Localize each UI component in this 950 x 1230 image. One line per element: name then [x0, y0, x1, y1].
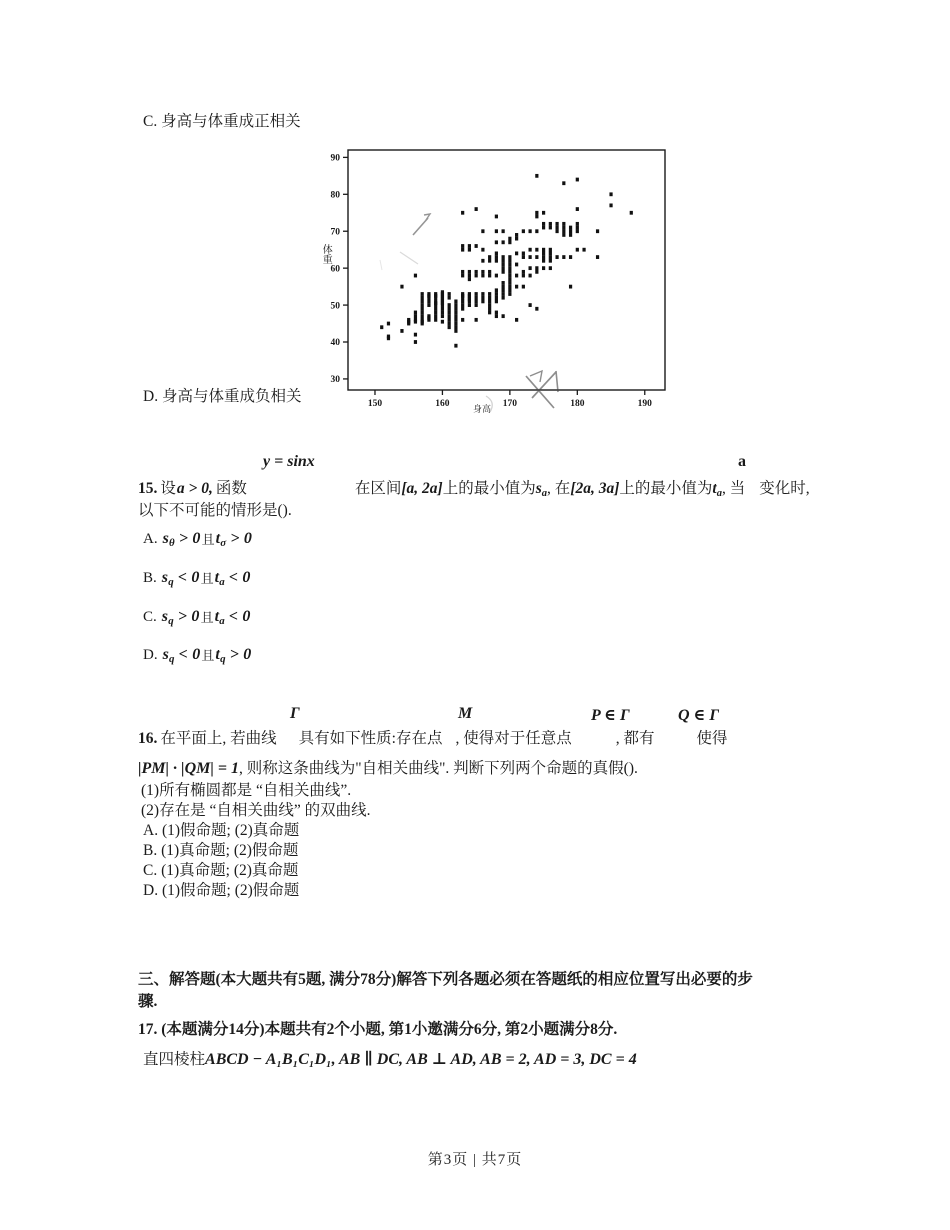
q15-option-d[interactable] [143, 645, 251, 665]
q15-option-d-right-var: t [215, 646, 221, 663]
q16-equation: |PM| · |QM| = 1 [138, 760, 239, 777]
question-17-body [143, 1048, 637, 1073]
q15-option-a-right-var: t [215, 530, 221, 547]
scatter-chart-svg [318, 140, 678, 420]
q15-function-expression: y = sinx [263, 453, 315, 470]
q15-option-b-right-rel: < 0 [228, 569, 251, 586]
q15-option-a-right [215, 530, 227, 550]
scatter-chart [318, 140, 678, 420]
q15-option-b-left-var: s [161, 569, 169, 586]
y-axis-label-text: 体重 [320, 244, 332, 264]
q16-after-m: , 使得对于任意点 [455, 730, 572, 747]
q15-option-b-left [157, 569, 174, 589]
svg-text:50: 50 [330, 301, 340, 312]
svg-text:90: 90 [330, 153, 340, 164]
q16-option-b[interactable]: B. (1)真命题; (2)假命题 [143, 842, 299, 859]
q15-option-b-right [214, 569, 225, 589]
q15-option-a-left-var: s [162, 530, 170, 547]
q16-tail: 使得 [696, 730, 728, 747]
q15-interval-2: [2a, 3a] [570, 480, 620, 497]
q15-option-c-left-rel: > 0 [177, 608, 200, 625]
q16-option-a[interactable]: A. (1)假命题; (2)真命题 [143, 822, 300, 839]
q15-option-a-left [158, 530, 175, 550]
svg-text:40: 40 [330, 338, 340, 349]
svg-text:190: 190 [637, 399, 652, 409]
q16-proposition-2: (2)存在是 “自相关曲线” 的双曲线. [141, 802, 371, 819]
q16-proposition-1: (1)所有椭圆都是 “自相关曲线”. [141, 782, 352, 799]
q15-s-a-sub: a [541, 487, 548, 499]
q15-on-interval: 在区间 [354, 480, 402, 497]
q16-option-d[interactable]: D. (1)假命题; (2)假命题 [143, 882, 300, 899]
q15-min-is-1: 上的最小值为 [442, 480, 536, 497]
svg-text:160: 160 [435, 399, 450, 409]
q15-func-word: 函数 [215, 480, 247, 497]
q15-option-d-left-sub: q [169, 653, 175, 666]
q15-option-c-right-var: t [214, 608, 220, 625]
q16-p-in-gamma-top: P ∈ Γ [591, 707, 630, 724]
q15-s-a [536, 480, 547, 497]
q16-number: 16. [138, 730, 158, 747]
q16-lead: 在平面上, 若曲线 [160, 730, 277, 747]
q16-q-in-gamma-top: Q ∈ Γ [678, 707, 720, 724]
q15-option-c-left [157, 608, 174, 628]
q16-mid: , 都有 [615, 730, 655, 747]
q15-option-c-left-var: s [161, 608, 169, 625]
section-three-heading-line1: 三、解答题(本大题共有5题, 满分78分)解答下列各题必须在答题纸的相应位置写出必要的步 [138, 971, 753, 988]
q17-body-math: ABCD − A₁B₁C₁D₁, AB ∥ DC, AB ⊥ AD, AB = 2, AD = 3, DC = 4 [205, 1051, 637, 1068]
q15-option-c[interactable] [143, 607, 251, 627]
q15-option-b-right-var: t [214, 569, 220, 586]
q16-gamma-top: Γ [290, 705, 300, 722]
q15-option-b-letter: B. [143, 570, 157, 586]
q15-option-d-left-var: s [162, 646, 170, 663]
q15-option-a-left-rel: > 0 [178, 530, 201, 547]
question-17-heading: 17. (本题满分14分)本题共有2个小题, 第1小邀满分6分, 第2小题满分8分. [138, 1021, 618, 1038]
x-axis-label: 身高 [473, 404, 492, 414]
q15-a-gt-0: a > 0, [176, 480, 213, 497]
svg-text:170: 170 [502, 399, 517, 409]
q15-option-a-right-sub: σ [220, 537, 227, 550]
q15-min-is-2: 上的最小值为 [619, 480, 713, 497]
q15-option-a[interactable] [143, 529, 252, 549]
q15-option-a-left-sub: θ [169, 537, 175, 550]
q15-set-word: 设 [160, 480, 176, 497]
q15-option-a-right-rel: > 0 [230, 530, 253, 547]
svg-text:80: 80 [330, 190, 340, 201]
q15-option-c-letter: C. [143, 609, 157, 625]
q15-option-d-conj: 且 [201, 648, 215, 663]
q15-option-b-left-sub: q [168, 576, 174, 589]
q15-option-b-conj: 且 [200, 571, 214, 586]
choice-c-positive-correlation: C. 身高与体重成正相关 [143, 113, 301, 130]
q15-option-b-right-sub: a [219, 576, 225, 589]
q15-option-d-right [215, 646, 226, 666]
q15-option-b[interactable] [143, 568, 251, 588]
q15-option-a-conj: 且 [201, 532, 215, 547]
q15-option-d-letter: D. [143, 647, 158, 663]
q15-option-c-conj: 且 [200, 610, 214, 625]
y-axis-ticks [331, 154, 349, 386]
q15-interval-1: [a, 2a] [401, 480, 443, 497]
q15-option-d-right-sub: q [220, 653, 226, 666]
svg-text:30: 30 [330, 375, 340, 386]
q15-option-c-left-sub: q [168, 615, 174, 628]
q15-option-c-right [214, 608, 225, 628]
q15-variable-a-top: a [738, 453, 746, 470]
q16-point-m-top: M [458, 705, 473, 722]
q15-option-d-left [158, 646, 175, 666]
q16-property: 具有如下性质:存在点 [298, 730, 443, 747]
q16-option-c[interactable]: C. (1)真命题; (2)真命题 [143, 862, 299, 879]
q16-then: , 则称这条曲线为"自相关曲线". 判断下列两个命题的真假(). [239, 760, 638, 777]
q15-s-a-var: s [535, 480, 542, 497]
page-footer: 第3页 | 共7页 [427, 1152, 523, 1168]
q15-changes: 变化时, [759, 480, 810, 497]
q17-body-cn: 直四棱柱 [143, 1051, 206, 1068]
svg-text:70: 70 [330, 227, 340, 238]
q15-comma-at: , 在 [547, 480, 571, 497]
question-15 [138, 453, 838, 519]
choice-d-negative-correlation: D. 身高与体重成负相关 [143, 388, 302, 405]
plot-frame [348, 150, 665, 390]
svg-text:150: 150 [367, 399, 383, 409]
svg-text:180: 180 [570, 399, 585, 409]
q15-option-a-letter: A. [143, 531, 158, 547]
q15-option-c-right-rel: < 0 [228, 608, 251, 625]
q15-number: 15. [138, 480, 158, 497]
q15-line2: 以下不可能的情形是(). [138, 502, 292, 519]
q15-t-a [712, 480, 722, 497]
q15-t-a-var: t [712, 480, 717, 497]
svg-text:60: 60 [330, 264, 340, 275]
y-axis-label [318, 244, 332, 268]
q15-option-d-right-rel: > 0 [229, 646, 252, 663]
x-axis-ticks [368, 390, 652, 409]
q15-option-d-left-rel: < 0 [178, 646, 201, 663]
q15-t-a-sub: a [716, 487, 722, 499]
q15-option-b-left-rel: < 0 [177, 569, 200, 586]
section-three-heading-line2: 骤. [138, 993, 158, 1010]
q15-option-c-right-sub: a [219, 615, 225, 628]
q15-when: , 当 [721, 480, 746, 497]
